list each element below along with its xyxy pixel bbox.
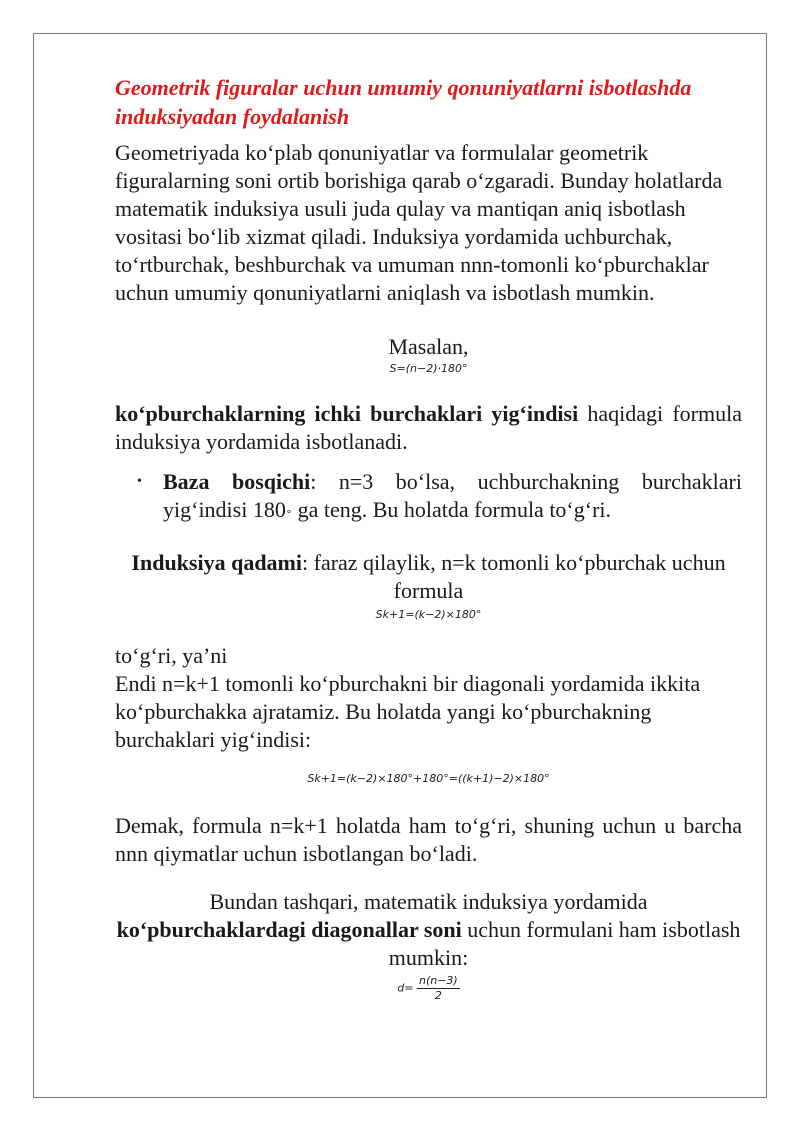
list-item-base-step	[115, 468, 742, 527]
diagonals-rest: uchun formulani ham isbotlash mumkin:	[388, 917, 741, 970]
base-step-text	[163, 468, 742, 527]
document-content	[115, 73, 742, 1003]
induction-step-rest: : faraz qilaylik, n=k tomonli ko‘pburchak uchun formula	[302, 550, 726, 603]
induction-step-bold: Induksiya qadami	[131, 550, 302, 575]
base-step-rest-1: : n=3 bo‘lsa, uchburchakning burchaklari yig‘indisi 180	[163, 469, 742, 522]
formula-angle-sum	[115, 362, 742, 376]
fraction	[417, 974, 460, 1003]
diagonals-intro: Bundan tashqari, matematik induksiya yordamida	[209, 889, 648, 914]
base-step-bold: Baza bosqichi	[163, 469, 311, 494]
formula-text: Sk+1=(k−2)×180°+180°=((k+1)−2)×180°	[307, 772, 550, 785]
bullet-icon: •	[137, 474, 142, 489]
diagonal-split-paragraph: Endi n=k+1 tomonli ko‘pburchakni bir diagonali yordamida ikkita ko‘pburchakka ajratamiz. Bu holatda yangi ko‘pburchakning burchaklari yig‘indisi:	[115, 671, 701, 752]
section-title: Geometrik figuralar uchun umumiy qonuniyatlarni isbotlashda induksiyadan foydalanish	[115, 75, 692, 129]
fraction-denominator: 2	[434, 989, 442, 1002]
formula-diagonals	[115, 974, 742, 1003]
diagonals-bold: ko‘pburchaklardagi diagonallar soni	[116, 917, 462, 942]
formula-text: S=(n−2)·180°	[389, 362, 468, 375]
angle-sum-rest: haqidagi formula induksiya yordamida isbotlanadi.	[115, 401, 742, 454]
formula-inductive-hypothesis	[115, 608, 742, 622]
intro-paragraph: Geometriyada ko‘plab qonuniyatlar va formulalar geometrik figuralarning soni ortib borishiga qarab o‘zgaradi. Bunday holatlarda matematik induksiya usuli juda qulay va mantiqan aniq isbotlash vositasi bo‘lib xizmat qiladi. Induksiya yordamida uchburchak, to‘rtburchak, beshburchak va umuman nnn-tomonli ko‘pburchaklar uchun umumiy qonuniyatlarni aniqlash va isbotlash mumkin.	[115, 140, 723, 305]
base-step-rest-2: ga teng. Bu holatda formula to‘g‘ri.	[292, 497, 612, 522]
example-label: Masalan,	[388, 334, 469, 359]
true-text: to‘g‘ri, ya’ni	[115, 643, 228, 668]
formula-new-sum	[115, 772, 742, 786]
conclusion-paragraph: Demak, formula n=k+1 holatda ham to‘g‘ri, shuning uchun u barcha nnn qiymatlar uchun isbotlangan bo‘ladi.	[115, 813, 742, 866]
formula-lhs: d=	[397, 981, 414, 995]
angle-sum-paragraph	[115, 400, 742, 456]
diagonals-paragraph	[115, 888, 742, 972]
induction-step-paragraph	[115, 549, 742, 605]
formula-text: Sk+1=(k−2)×180°	[375, 608, 482, 621]
fraction-numerator: n(n−3)	[418, 974, 458, 987]
degree-symbol: ∘	[285, 507, 293, 518]
angle-sum-bold: ko‘pburchaklarning ichki burchaklari yig‘indisi	[115, 401, 579, 426]
